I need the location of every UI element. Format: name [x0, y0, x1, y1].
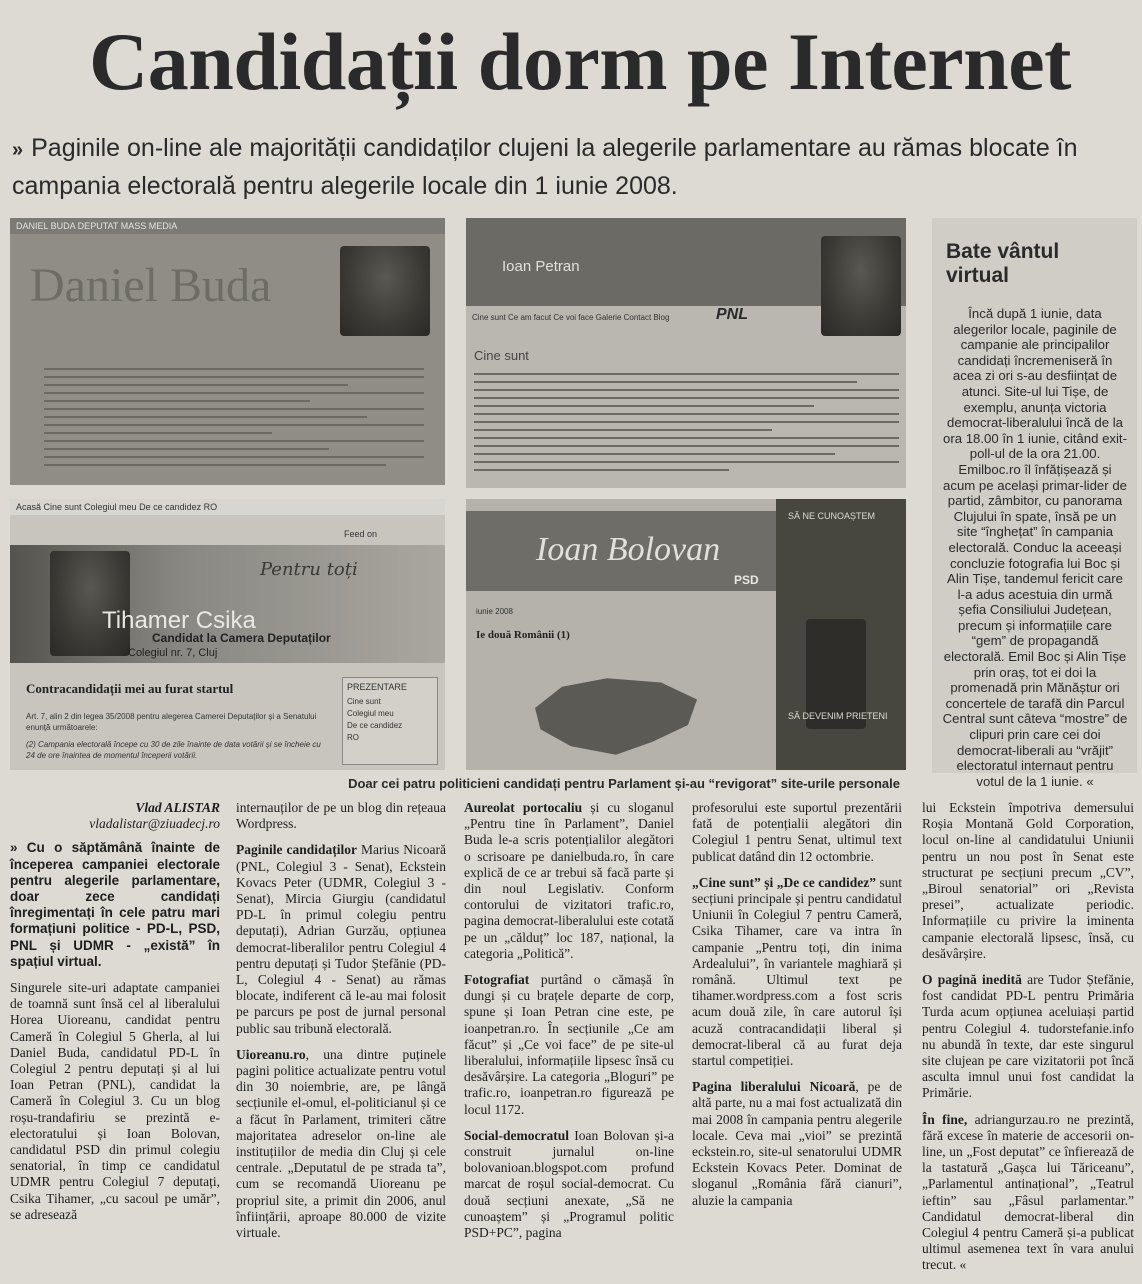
paragraph-lead-in: Social-democratul	[464, 1127, 569, 1143]
screenshot-daniel-buda	[10, 218, 445, 485]
csika-side-item[interactable]: Cine sunt	[347, 697, 381, 706]
csika-side-item[interactable]: RO	[347, 733, 359, 742]
article-paragraph	[464, 800, 674, 962]
bolovan-name: Ioan Bolovan	[536, 531, 721, 568]
romania-map	[526, 674, 706, 759]
bolovan-promo-top: SĂ NE CUNOAȘTEM	[788, 511, 876, 521]
csika-menu: Acasă Cine sunt Colegiul meu De ce candidez RO	[10, 499, 445, 515]
article-paragraph	[922, 1112, 1134, 1274]
article-paragraph: internauților de pe un blog din rețeaua Wordpress.	[236, 800, 446, 832]
csika-side-item[interactable]: De ce candidez	[347, 721, 403, 730]
article-lead: » Cu o săptămână înainte de începerea campaniei electorale pentru alegerile parlamentare, doar zece candidați înregimentați în cele patru mari formațiuni politice - PD-L, PSD, PNL și UDMR - „există” în spațiul virtual.	[10, 840, 220, 969]
paragraph-lead-in: Paginile candidaților	[236, 842, 358, 858]
sidebar-title: Bate vântul virtual	[946, 240, 1060, 287]
article-paragraph: lui Eckstein împotriva demersului Roșia Montană Gold Corporation, locul on-line al candidatului Uniunii pentru un nou post în Senat este structurat pe secțiuni precum „CV”, „Biroul senatorial” ori „Revista presei”, actualizate periodic. Informațiile cu privire la iminenta campanie electorală lipsesc, însă, cu desăvârșire.	[922, 800, 1134, 961]
paragraph-text: purtând o cămașă în dungi și cu brațele departe de corp, spune și Ioan Petran cine este, pe ioanpetran.ro. În secțiunile „Ce am făcut” și „Ce voi face” de pe site-ul liberalului, informațiile lipsesc însă cu desăvârșire. La categoria „Bloguri” pe trafic.ro, ioanpetran.ro figurează pe locul 1172.	[464, 972, 674, 1117]
bolovan-post-title: Ie două Românii (1)	[476, 629, 570, 641]
csika-post-text-2: (2) Campania electorală începe cu 30 de zile înainte de data votării și se încheie cu 24 de ore înaintea de momentul începerii votării.	[26, 740, 321, 760]
paragraph-lead-in: Aureolat portocaliu	[464, 800, 583, 815]
article-paragraph	[464, 972, 674, 1118]
paragraph-lead-in: Uioreanu.ro	[236, 1046, 306, 1062]
article-column-3	[464, 800, 674, 1251]
csika-photo	[50, 551, 130, 656]
petran-name: Ioan Petran	[502, 258, 580, 275]
paragraph-lead-in: Fotografiat	[464, 972, 530, 988]
csika-name: Tihamer Csika	[102, 607, 256, 634]
paragraph-text: sunt secțiuni principale și pentru candidatul Uniunii în Colegiul 7 pentru Cameră, Csika Tihamer, care va intra în campanie „Pentru toți, din inima Ardealului”, în variantele maghiară și română. Ultimul text pe tihamer.wordpress.com a fost scris acum două zile, în care autorul își acuză contracandidații liberal și democrat-liberal că au furat deja startul competiției.	[692, 874, 902, 1069]
csika-side-box	[342, 677, 438, 765]
buda-photo	[340, 246, 430, 336]
petran-photo	[821, 236, 901, 336]
article-column-2	[236, 800, 446, 1251]
csika-feed: Feed on	[344, 529, 378, 539]
subhead-text: Paginile on-line ale majorității candidaților clujeni la alegerile parlamentare au rămas blocate în campania electorală pentru alegerile locale din 1 iunie 2008.	[12, 134, 1078, 200]
article-paragraph	[692, 875, 902, 1069]
article-paragraph	[922, 972, 1134, 1102]
article-paragraph	[692, 1079, 902, 1209]
buda-menu: DANIEL BUDA DEPUTAT MASS MEDIA	[10, 218, 445, 234]
screenshot-ioan-petran	[466, 218, 906, 488]
paragraph-text: are Tudor Ștefănie, fost candidat PD-L pentru Primăria Turda acum opțiunea aceluiași partid pentru Colegiul 4. tudorstefanie.info nu abundă în texte, dar este singurul site clujean pe care vizitatorii pot încă asculta imnul unui fost candidat la Primărie.	[922, 972, 1135, 1101]
bolovan-promo-bottom: SĂ DEVENIM PRIETENI	[788, 711, 888, 721]
petran-section: Cine sunt	[474, 348, 529, 363]
subhead	[12, 130, 1132, 204]
csika-slogan: Pentru toți	[260, 559, 358, 580]
article-paragraph	[236, 842, 446, 1036]
paragraph-text: Ioan Bolovan și-a construit jurnalul on-line bolovanioan.blogspot.com profund marcat de roșul social-democrat. Cu două secțiuni anexate, „Să ne cunoaștem” și „Programul politic PSD+PC”, pagina	[464, 1127, 674, 1241]
article-paragraph: Singurele site-uri adaptate campaniei de toamnă sunt însă cel al liberalului Horea Uioreanu, candidat pentru Cameră în Colegiul 5 Gherla, al lui Daniel Buda, candidatul PD-L în Colegiul 2 pentru deputați și al lui Ioan Petran (PNL), candidat la Cameră în Colegiul 3. Cu un blog roșu-trandafiriu se prezintă e-electoratului și Ioan Bolovan, candidatul PSD din primul colegiu senatorial, în timp ce candidatul UDMR pentru Colegiul 7 deputați, Csika Tihamer, „cu sacoul pe umăr”, se adresează	[10, 980, 220, 1222]
article-paragraph: profesorului este suportul prezentării fată de potențialii alegători din Colegiul 1 pentru Senat, ultimul text publicat datând din 12 octombrie.	[692, 800, 902, 864]
paragraph-lead-in: O pagină inedită	[922, 972, 1022, 988]
article-column-5	[922, 800, 1134, 1284]
csika-college: Colegiul nr. 7, Cluj	[128, 647, 218, 659]
paragraph-text: , pe de altă parte, nu a mai fost actualizată din mai 2008 în campania pentru alegerile locale. Ceva mai „vioi” se prezintă eckstein.ro, site-ul senatorului UDMR Eckstein Kovacs Peter. Dominat de sloganul „România fără cianuri”, aluzie la campania	[692, 1079, 902, 1208]
csika-post-text-1: Art. 7, alin 2 din legea 35/2008 pentru alegerea Camerei Deputaților și a Senatului enunță următoarele:	[26, 712, 317, 732]
paragraph-text: și cu sloganul „Pentru tine în Parlament”, Daniel Buda le-a scris potențialilor alegători o scrisoare pe danielbuda.ro, în care explică de ce ar trebui să facă parte și din noul Legislativ. Conform contorului de vizitatori trafic.ro, pagina democrat-liberalului este cotată pe un „călduț” loc 187, național, la categoria „Politică”.	[464, 800, 674, 961]
buda-name: Daniel Buda	[30, 259, 272, 312]
paragraph-text: Marius Nicoară (PNL, Colegiul 3 - Senat), Eckstein Kovacs Peter (UDMR, Colegiul 3 - Senat), Mircia Giurgiu (candidatul PD-L în primul colegiu pentru deputați), Adrian Gurzău, opțiunea democrat-liberalilor pentru Colegiul 4 pentru deputați și Tudor Ștefănie (PD-L, Colegiul 4 - Senat) au rămas blocate, indiferent că le-au mai folosit pe parcurs pe post de jurnal personal public sau tribună electorală.	[236, 842, 446, 1036]
paragraph-text: , una dintre puținele pagini politice actualizate pentru votul din 30 noiembrie, are, pe lângă secțiunile el-omul, el-politicianul și ce a făcut în Parlament, trimiteri către majoritatea adreselor on-line ale instituțiilor de media din Cluj și cele centrale. „Deputatul de pe strada ta”, cum se recomandă Uioreanu pe propriul site, a primit din 2006, anul înființării, aproape 80.000 de vizite virtuale.	[236, 1046, 446, 1241]
screenshot-tihamer-csika	[10, 499, 445, 770]
article-column-4	[692, 800, 902, 1219]
csika-post-title: Contracandidații mei au furat startul	[26, 681, 234, 696]
double-arrow-icon: »	[12, 139, 24, 161]
csika-role: Candidat la Camera Deputaților	[152, 631, 331, 645]
article-paragraph	[464, 1128, 674, 1241]
article-column-1	[10, 800, 220, 1233]
bolovan-logo: PSD	[734, 573, 759, 587]
sidebar-box	[932, 218, 1137, 789]
csika-side-title: PREZENTARE	[347, 682, 407, 692]
buda-text-lines	[44, 368, 424, 472]
paragraph-text: adriangurzau.ro ne prezintă, fără excese în materie de accesorii on-line, un „Fost deputat” ce înfierează de la tastatură „Gașca lui Tăriceanu”, „Parlamentul antinațional”, „Teatrul ieftin” sau „Fâsul parlamentar.” Candidatul democrat-liberal din Colegiul 4 pentru Cameră și-a publicat ultimul asemenea text în vara anului trecut. «	[922, 1111, 1134, 1273]
paragraph-lead-in: Pagina liberalului Nicoară	[692, 1079, 856, 1095]
author-name: Vlad ALISTAR	[135, 800, 220, 815]
author-email: vladalistar@ziuadecj.ro	[89, 816, 220, 832]
bolovan-date: iunie 2008	[476, 607, 513, 616]
paragraph-lead-in: În fine,	[922, 1111, 968, 1127]
petran-logo: PNL	[716, 306, 748, 323]
csika-side-item[interactable]: Colegiul meu	[347, 709, 394, 718]
photo-caption: Doar cei patru politicieni candidați pentru Parlament și-au “revigorat” site-urile personale	[348, 776, 900, 791]
article-paragraph	[236, 1047, 446, 1241]
screenshot-ioan-bolovan	[466, 499, 906, 770]
petran-text-lines	[474, 373, 899, 477]
petran-menu: Cine sunt Ce am facut Ce voi face Galerie Contact Blog	[472, 313, 670, 322]
sidebar-body: Încă după 1 iunie, data alegerilor locale, paginile de campanie ale principalilor candidați încremeniseră în acea zi ori s-au desființat de atunci. Site-ul lui Tișe, de exemplu, anunța victoria democrat-liberalului încă de la ora 18.00 în 1 iunie, citând exit-poll-ul de la ora 21.00. Emilboc.ro îl înfățișează și acum pe același primar-lider de partid, zâmbitor, cu panorama Clujului în spate, însă pe un site “înghețat” în campania electorală. Conduc la aceeași concluzie fotografia lui Boc și Alin Tișe, tandemul fericit care l-a adus acestuia din urmă șefia Consiliului Județean, precum și informațiile care “gem” de propagandă electorală. Emil Boc și Alin Tișe prin oraș, tot ei doi la promenadă prin Mănăștur ori concertele de tarafă din Parcul Central sunt câteva “mostre” de clipuri prin care cei doi democrat-liberali au “vrăjit” electoratul internaut pentru votul de la 1 iunie. «	[942, 306, 1128, 789]
paragraph-lead-in: „Cine sunt” și „De ce candidez”	[692, 874, 876, 890]
headline: Candidații dorm pe Internet	[89, 16, 1071, 107]
